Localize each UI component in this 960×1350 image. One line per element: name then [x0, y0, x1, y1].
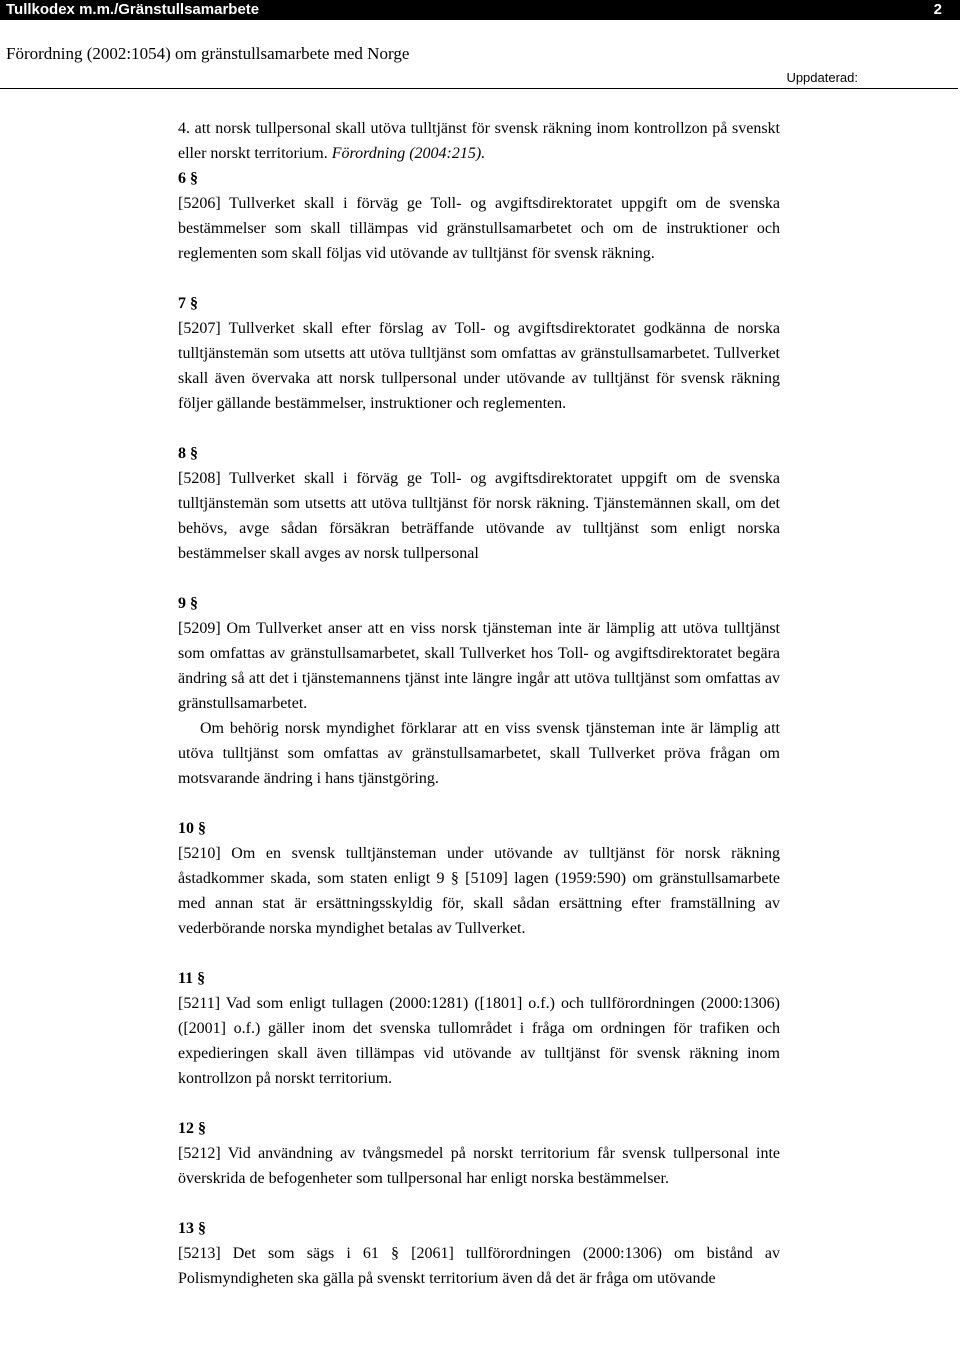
page-number: 2: [933, 1, 942, 18]
section-paragraph: [5211] Vad som enligt tullagen (2000:1281) ([1801] o.f.) och tullförordningen (2000:1306) ([2001] o.f.) gäller inom det svenska tullområdet i fråga om ordningen för trafiken och expedieringen skall även tillämpas vid utövande av tulltjänst för svensk räkning inom kontrollzon på norskt territorium.: [178, 995, 780, 1087]
section-6: [178, 166, 780, 266]
section-12: [178, 1116, 780, 1191]
section-paragraph: [5208] Tullverket skall i förväg ge Toll- og avgiftsdirektoratet uppgift om de svenska tulltjänstemän som utsetts att utöva tulltjänst för norsk räkning. Tjänstemännen skall, om det behövs, avge sådan försäkran beträffande utövande av tulltjänst som enligt norska bestämmelser skall avges av norsk tullpersonal: [178, 470, 780, 562]
section-paragraph: [5207] Tullverket skall efter förslag av Toll- og avgiftsdirektoratet godkänna de norska tulltjänstemän som utsetts att utöva tulltjänst som omfattas av gränstullsamarbetet. Tullverket skall även övervaka att norsk tullpersonal under utövande av tulltjänst för svensk räkning följer gällande bestämmelser, instruktioner och reglementen.: [178, 320, 780, 412]
section-13: [178, 1216, 780, 1291]
section-paragraph: [5210] Om en svensk tulltjänsteman under utövande av tulltjänst för norsk räkning åstadkommer skada, som staten enligt 9 § [5109] lagen (1959:590) om gränstullsamarbete med annan stat är ersättningsskyldig för, skall sådan ersättning efter framställning av vederbörande norska myndighet betalas av Tullverket.: [178, 845, 780, 937]
section-10: [178, 816, 780, 941]
section-7: [178, 291, 780, 416]
header-bar: [0, 0, 960, 20]
section-11: [178, 966, 780, 1091]
document-body: [178, 116, 780, 1316]
updated-label: Uppdaterad:: [786, 70, 858, 85]
section-paragraph: [5212] Vid användning av tvångsmedel på norskt territorium får svensk tullpersonal inte överskrida de befogenheter som tullpersonal har enligt norska bestämmelser.: [178, 1145, 780, 1187]
section-paragraph: [5213] Det som sägs i 61 § [2061] tullförordningen (2000:1306) om bistånd av Polismyndigheten ska gälla på svenskt territorium även då det är fråga om utövande: [178, 1245, 780, 1287]
section-paragraph: [5206] Tullverket skall i förväg ge Toll- og avgiftsdirektoratet uppgift om de svenska bestämmelser som skall tillämpas vid gränstullsamarbetet och om de instruktioner och reglementen som skall följas vid utövande av tulltjänst för svensk räkning.: [178, 195, 780, 262]
section-heading: 13 §: [178, 1220, 206, 1237]
section-heading: 8 §: [178, 445, 198, 462]
section-heading: 10 §: [178, 820, 206, 837]
section-heading: 11 §: [178, 970, 206, 987]
document-title: Tullkodex m.m./Gränstullsamarbete: [6, 1, 260, 18]
document-subtitle: Förordning (2002:1054) om gränstullsamarbete med Norge: [6, 44, 410, 63]
intro-text: 4. att norsk tullpersonal skall utöva tulltjänst för svensk räkning inom kontrollzon på svenskt eller norskt territorium.: [178, 120, 780, 162]
section-heading: 12 §: [178, 1120, 206, 1137]
section-paragraph: [5209] Om Tullverket anser att en viss norsk tjänsteman inte är lämplig att utöva tulltjänst som omfattas av gränstullsamarbetet, skall Tullverket hos Toll- og avgiftsdirektoratet begära ändring så att det i tjänstemannens tjänst inte längre ingår att utöva tulltjänst som omfattas av gränstullsamarbetet.: [178, 620, 780, 712]
section-heading: 7 §: [178, 295, 198, 312]
section-heading: 9 §: [178, 595, 198, 612]
section-9: [178, 591, 780, 791]
section-heading: 6 §: [178, 170, 198, 187]
section-8: [178, 441, 780, 566]
section-paragraph: Om behörig norsk myndighet förklarar att en viss svensk tjänsteman inte är lämplig att utöva tulltjänst som omfattas av gränstullsamarbetet, skall Tullverket pröva frågan om motsvarande ändring i hans tjänstgöring.: [178, 720, 780, 787]
amendment-reference: Förordning (2004:215).: [331, 145, 486, 162]
intro-paragraph: [178, 116, 780, 166]
header-divider: [0, 88, 958, 89]
